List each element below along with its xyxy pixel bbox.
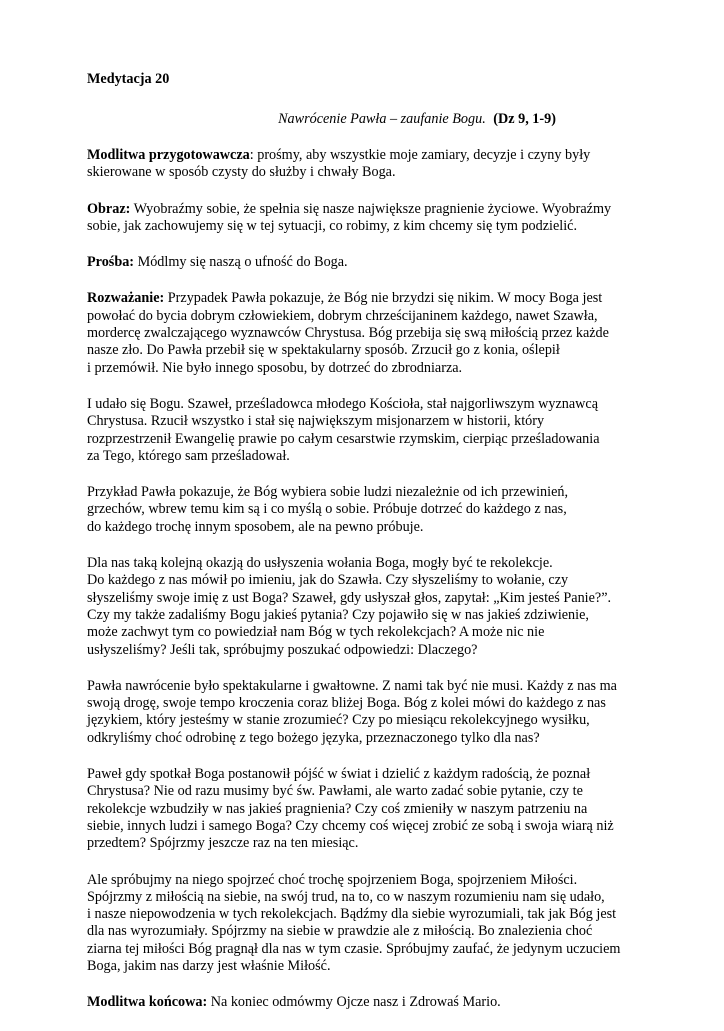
- reflection-text: i przemówił. Nie było innego sposobu, by dotrzeć do zbrodniarza.: [87, 359, 463, 376]
- preparatory-prayer-label: Modlitwa przygotowawcza: [87, 147, 250, 163]
- preparatory-prayer: [87, 147, 647, 182]
- paragraph-line: do każdego trochę innym sposobem, ale na pewno próbuje.: [87, 518, 424, 535]
- reflection-text: nasze zło. Do Pawła przebił się w spektakularny sposób. Zrzucił go z konia, oślepił: [87, 342, 560, 359]
- paragraph-line: Spójrzmy z miłością na siebie, na swój trud, na to, co w naszym rozumieniu nam się udało,: [87, 888, 605, 905]
- reflection-text: Przypadek Pawła pokazuje, że Bóg nie brzydzi się nikim. W mocy Boga jest: [164, 290, 603, 307]
- paragraph-line: Dla nas taką kolejną okazją do usłyszenia wołania Boga, mogły być te rekolekcje.: [87, 555, 553, 572]
- closing-prayer-label: Modlitwa końcowa:: [87, 994, 208, 1011]
- paragraph-line: usłyszeliśmy? Jeśli tak, spróbujmy poszukać odpowiedzi: Dlaczego?: [87, 641, 478, 658]
- reflection-text: mordercę zwalczającego wyznawców Chrystusa. Bóg przebija się swą miłością przez każde: [87, 325, 609, 342]
- document-body: [87, 147, 647, 1012]
- body-paragraph: [87, 555, 647, 659]
- paragraph-line: rozprzestrzenił Ewangelię prawie po całym cesarstwie rzymskim, cierpiąc prześladowania: [87, 430, 600, 447]
- paragraph-line: Paweł gdy spotkał Boga postanowił pójść w świat i dzielić z każdym radością, że poznał: [87, 766, 591, 783]
- preparatory-prayer-text: : prośmy, aby wszystkie moje zamiary, decyzje i czyny były: [249, 147, 591, 163]
- subtitle: [87, 110, 647, 129]
- preparatory-prayer-text: skierowane w sposób czysty do służby i chwały Boga.: [87, 164, 396, 181]
- paragraph-line: Pawła nawrócenie było spektakularne i gwałtowne. Z nami tak być nie musi. Każdy z nas ma: [87, 677, 617, 694]
- petition-section: [87, 254, 647, 271]
- paragraph-line: rekolekcje wzbudziły w nas jakieś pragnienia? Czy coś zmieniły w naszym patrzeniu na: [87, 800, 588, 817]
- body-paragraph: [87, 484, 647, 536]
- closing-prayer: [87, 994, 647, 1011]
- reflection-section: [87, 290, 647, 376]
- paragraph-line: Chrystusa. Rzucił wszystko i stał się największym misjonarzem w historii, który: [87, 413, 545, 430]
- body-paragraph: [87, 678, 647, 747]
- paragraph-line: i nasze niepowodzenia w tych rekolekcjach. Bądźmy dla siebie wyrozumiali, tak jak Bóg jest: [87, 906, 617, 923]
- paragraph-line: siebie, innych ludzi i samego Boga? Czy chcemy coś więcej zrobić ze sobą i swoja wiarą niż: [87, 817, 614, 834]
- paragraph-line: Do każdego z nas mówił po imieniu, jak do Szawła. Czy słyszeliśmy to wołanie, czy: [87, 572, 569, 589]
- closing-prayer-text: Na koniec odmówmy Ojcze nasz i Zdrowaś Mario.: [207, 994, 501, 1011]
- petition-text: Módlmy się naszą o ufność do Boga.: [134, 254, 348, 271]
- petition-label: Prośba:: [87, 254, 135, 271]
- paragraph-line: za Tego, którego sam prześladował.: [87, 447, 290, 464]
- paragraph-line: może zachwyt tym co powiedział nam Bóg w tych rekolekcjach? A może nic nie: [87, 624, 545, 641]
- body-paragraph: [87, 396, 647, 465]
- paragraph-line: odkryliśmy choć odrobinę z tego bożego języka, przeznaczonego tylko dla nas?: [87, 729, 540, 746]
- paragraph-line: grzechów, wbrew temu kim są i co myślą o sobie. Próbuje dotrzeć do każdego z nas,: [87, 501, 567, 518]
- image-text: sobie, jak zachowujemy się w tej sytuacji, co robimy, z kim chcemy się tym podzielić.: [87, 217, 577, 234]
- image-label: Obraz:: [87, 200, 131, 217]
- body-paragraph: [87, 766, 647, 852]
- paragraph-line: Przykład Pawła pokazuje, że Bóg wybiera sobie ludzi niezależnie od ich przewinień,: [87, 484, 569, 501]
- image-text: Wyobraźmy sobie, że spełnia się nasze największe pragnienie życiowe. Wyobraźmy: [130, 200, 612, 217]
- paragraph-line: Czy my także zadaliśmy Bogu jakieś pytania? Czy pojawiło się w nas jakieś zdziwienie,: [87, 606, 589, 623]
- paragraph-line: Chrystusa? Nie od razu musimy być św. Pawłami, ale warto zadać sobie pytanie, czy te: [87, 783, 583, 800]
- meditation-title: Medytacja 20: [87, 71, 170, 87]
- paragraph-line: przedtem? Spójrzmy jeszcze raz na ten miesiąc.: [87, 835, 359, 852]
- paragraph-line: ziarna tej miłości Bóg pragnął dla nas w tym czasie. Spróbujmy zaufać, że jedynym uczuciem: [87, 940, 621, 957]
- paragraph-line: dla nas wyrozumiały. Spójrzmy na siebie w prawdzie ale z miłością. Bo znalezienia choć: [87, 923, 593, 940]
- image-section: [87, 201, 647, 236]
- reflection-text: powołać do bycia dobrym człowiekiem, dobrym chrześcijaninem każdego, nawet Szawła,: [87, 307, 598, 324]
- paragraph-line: językiem, który jesteśmy w stanie zrozumieć? Czy po miesiącu rekolekcyjnego wysiłku,: [87, 712, 590, 729]
- subtitle-theme: Nawrócenie Pawła – zaufanie Bogu.: [278, 111, 486, 127]
- paragraph-line: swoją drogę, swoje tempo kroczenia coraz bliżej Boga. Bóg z kolei mówi do każdego z nas: [87, 695, 606, 712]
- paragraph-line: Ale spróbujmy na niego spojrzeć choć trochę spojrzeniem Boga, spojrzeniem Miłości.: [87, 871, 578, 888]
- scripture-reference: (Dz 9, 1-9): [493, 111, 556, 127]
- reflection-label: Rozważanie:: [87, 290, 165, 307]
- paragraph-line: I udało się Bogu. Szaweł, prześladowca młodego Kościoła, stał najgorliwszym wyznawcą: [87, 395, 598, 412]
- document-page: [87, 70, 647, 1031]
- body-paragraph: [87, 872, 647, 976]
- paragraph-line: słyszeliśmy swoje imię z ust Boga? Szaweł, gdy usłyszał głos, zapytał: „Kim jesteś Panie?”.: [87, 589, 612, 606]
- paragraph-line: Boga, jakim nas darzy jest właśnie Miłość.: [87, 957, 331, 974]
